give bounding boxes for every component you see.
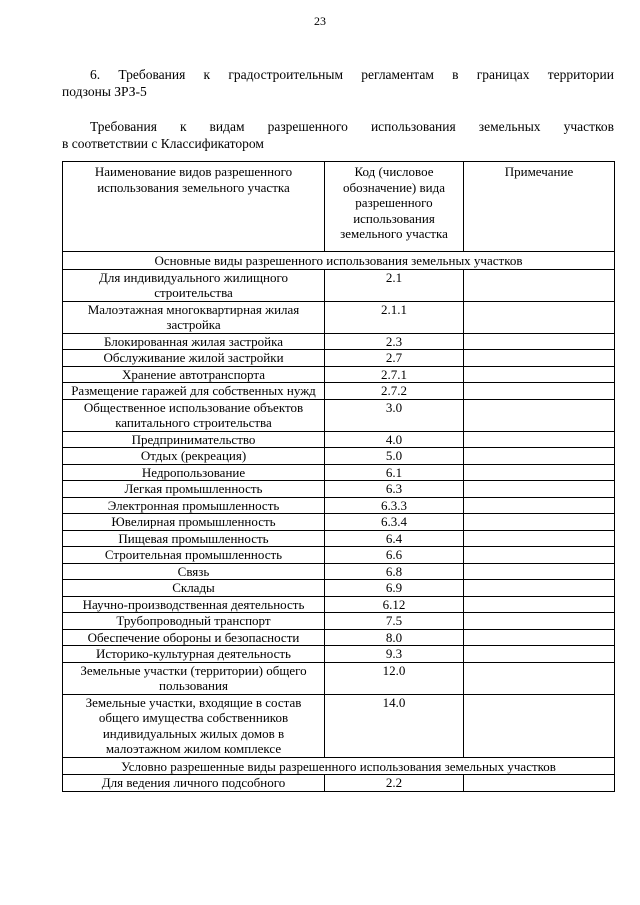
section-title: Основные виды разрешенного использования земельных участков bbox=[63, 252, 615, 270]
use-code-cell: 6.3 bbox=[325, 481, 464, 498]
table-row bbox=[63, 514, 615, 531]
use-name-cell: Размещение гаражей для собственных нужд bbox=[63, 383, 325, 400]
table-row bbox=[63, 547, 615, 564]
use-name-cell: Обслуживание жилой застройки bbox=[63, 350, 325, 367]
table-caption-line-1: Требования к видам разрешенного использования земельных участков bbox=[90, 119, 614, 134]
section-heading bbox=[62, 66, 614, 100]
use-name-cell: Предпринимательство bbox=[63, 431, 325, 448]
use-name-cell: Историко-культурная деятельность bbox=[63, 646, 325, 663]
table-row bbox=[63, 448, 615, 465]
use-name-cell: Склады bbox=[63, 580, 325, 597]
note-cell bbox=[464, 399, 615, 431]
use-code-cell: 2.1.1 bbox=[325, 301, 464, 333]
use-code-cell: 2.1 bbox=[325, 269, 464, 301]
table-body bbox=[63, 252, 615, 792]
note-cell bbox=[464, 580, 615, 597]
use-name-cell: Легкая промышленность bbox=[63, 481, 325, 498]
use-name-cell: Земельные участки, входящие в состав общего имущества собственников индивидуальных жилых домов в малоэтажном жилом комплексе bbox=[63, 694, 325, 757]
section-title: Условно разрешенные виды разрешенного использования земельных участков bbox=[63, 757, 615, 775]
note-cell bbox=[464, 694, 615, 757]
use-name-cell: Строительная промышленность bbox=[63, 547, 325, 564]
use-code-cell: 6.3.4 bbox=[325, 514, 464, 531]
use-code-cell: 6.8 bbox=[325, 563, 464, 580]
use-name-cell: Электронная промышленность bbox=[63, 497, 325, 514]
table-row bbox=[63, 775, 615, 792]
note-cell bbox=[464, 431, 615, 448]
use-name-cell: Малоэтажная многоквартирная жилая застройка bbox=[63, 301, 325, 333]
table-caption bbox=[62, 118, 614, 152]
use-name-cell: Недропользование bbox=[63, 464, 325, 481]
use-code-cell: 6.3.3 bbox=[325, 497, 464, 514]
table-row bbox=[63, 464, 615, 481]
note-cell bbox=[464, 464, 615, 481]
table-row bbox=[63, 350, 615, 367]
use-name-cell: Отдых (рекреация) bbox=[63, 448, 325, 465]
note-cell bbox=[464, 514, 615, 531]
table-row bbox=[63, 662, 615, 694]
use-code-cell: 7.5 bbox=[325, 613, 464, 630]
table-row bbox=[63, 530, 615, 547]
header-note: Примечание bbox=[464, 162, 615, 252]
note-cell bbox=[464, 269, 615, 301]
note-cell bbox=[464, 547, 615, 564]
table-caption-line-2: в соответствии с Классификатором bbox=[62, 136, 264, 151]
table-row bbox=[63, 301, 615, 333]
note-cell bbox=[464, 629, 615, 646]
note-cell bbox=[464, 775, 615, 792]
note-cell bbox=[464, 613, 615, 630]
use-code-cell: 3.0 bbox=[325, 399, 464, 431]
table-row bbox=[63, 399, 615, 431]
use-code-cell: 9.3 bbox=[325, 646, 464, 663]
use-code-cell: 6.4 bbox=[325, 530, 464, 547]
use-name-cell: Связь bbox=[63, 563, 325, 580]
note-cell bbox=[464, 350, 615, 367]
note-cell bbox=[464, 333, 615, 350]
note-cell bbox=[464, 596, 615, 613]
section-row bbox=[63, 757, 615, 775]
use-name-cell: Трубопроводный транспорт bbox=[63, 613, 325, 630]
use-name-cell: Ювелирная промышленность bbox=[63, 514, 325, 531]
use-name-cell: Общественное использование объектов капитального строительства bbox=[63, 399, 325, 431]
table-row bbox=[63, 694, 615, 757]
note-cell bbox=[464, 646, 615, 663]
note-cell bbox=[464, 662, 615, 694]
table-row bbox=[63, 613, 615, 630]
table-row bbox=[63, 497, 615, 514]
note-cell bbox=[464, 301, 615, 333]
table-header-row bbox=[63, 162, 615, 252]
table-header bbox=[63, 162, 615, 252]
use-code-cell: 6.1 bbox=[325, 464, 464, 481]
use-code-cell: 14.0 bbox=[325, 694, 464, 757]
use-name-cell: Блокированная жилая застройка bbox=[63, 333, 325, 350]
use-name-cell: Научно-производственная деятельность bbox=[63, 596, 325, 613]
use-code-cell: 6.12 bbox=[325, 596, 464, 613]
table-row bbox=[63, 563, 615, 580]
section-heading-line-2: подзоны ЗРЗ-5 bbox=[62, 84, 147, 99]
use-code-cell: 6.9 bbox=[325, 580, 464, 597]
use-name-cell: Хранение автотранспорта bbox=[63, 366, 325, 383]
note-cell bbox=[464, 530, 615, 547]
section-row bbox=[63, 252, 615, 270]
table-row bbox=[63, 629, 615, 646]
table-row bbox=[63, 646, 615, 663]
use-name-cell: Для индивидуального жилищного строительства bbox=[63, 269, 325, 301]
note-cell bbox=[464, 563, 615, 580]
use-code-cell: 8.0 bbox=[325, 629, 464, 646]
table-row bbox=[63, 366, 615, 383]
page-number: 23 bbox=[314, 14, 326, 28]
table-row bbox=[63, 383, 615, 400]
use-code-cell: 5.0 bbox=[325, 448, 464, 465]
use-name-cell: Обеспечение обороны и безопасности bbox=[63, 629, 325, 646]
header-name: Наименование видов разрешенного использования земельного участка bbox=[63, 162, 325, 252]
table-row bbox=[63, 333, 615, 350]
table-row bbox=[63, 431, 615, 448]
use-code-cell: 2.2 bbox=[325, 775, 464, 792]
use-name-cell: Пищевая промышленность bbox=[63, 530, 325, 547]
table-row bbox=[63, 481, 615, 498]
use-code-cell: 2.7 bbox=[325, 350, 464, 367]
use-code-cell: 4.0 bbox=[325, 431, 464, 448]
table-row bbox=[63, 596, 615, 613]
note-cell bbox=[464, 497, 615, 514]
note-cell bbox=[464, 366, 615, 383]
note-cell bbox=[464, 383, 615, 400]
header-code: Код (числовое обозначение) вида разрешенного использования земельного участка bbox=[325, 162, 464, 252]
section-heading-line-1: 6. Требования к градостроительным регламентам в границах территории bbox=[90, 67, 614, 82]
note-cell bbox=[464, 481, 615, 498]
use-code-cell: 12.0 bbox=[325, 662, 464, 694]
use-code-cell: 2.3 bbox=[325, 333, 464, 350]
land-use-table bbox=[62, 161, 615, 792]
use-name-cell: Земельные участки (территории) общего пользования bbox=[63, 662, 325, 694]
use-code-cell: 2.7.2 bbox=[325, 383, 464, 400]
table-row bbox=[63, 269, 615, 301]
table-row bbox=[63, 580, 615, 597]
use-code-cell: 6.6 bbox=[325, 547, 464, 564]
use-code-cell: 2.7.1 bbox=[325, 366, 464, 383]
use-name-cell: Для ведения личного подсобного bbox=[63, 775, 325, 792]
note-cell bbox=[464, 448, 615, 465]
